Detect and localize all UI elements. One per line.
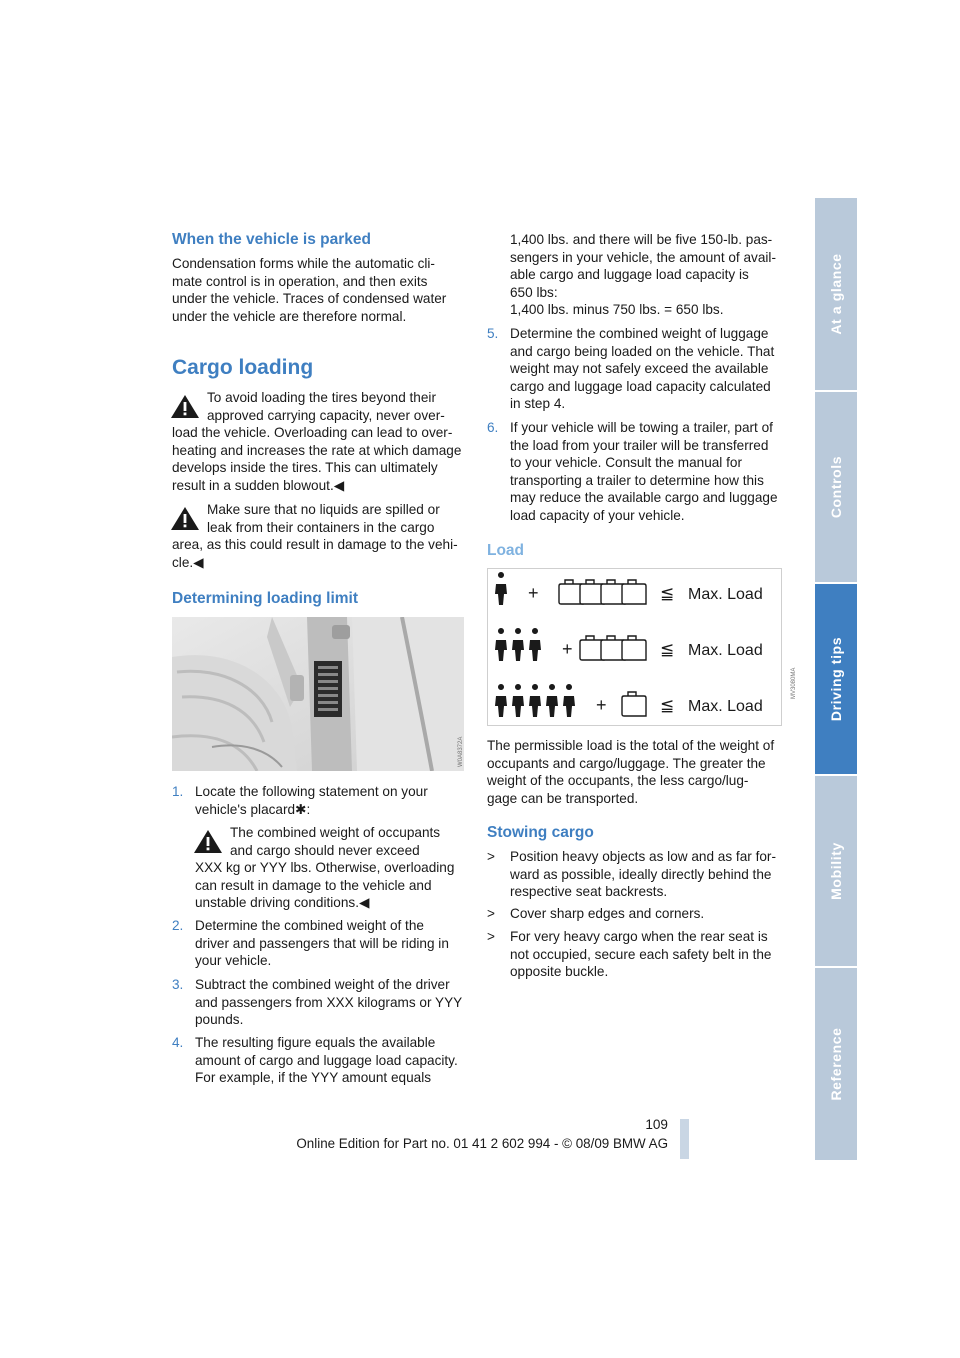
step-5: 5. Determine the combined weight of luggage and cargo being loaded on the vehicle. That weight may not safely exceed the available cargo and luggage load capacity calculated in step 4. — [487, 326, 775, 412]
person-icon — [529, 628, 541, 661]
side-tab-driving-tips[interactable]: Driving tips — [815, 584, 857, 774]
person-icon — [546, 684, 558, 717]
load-row — [495, 628, 763, 661]
step-2: 2. Determine the combined weight of the driver and passengers that will be riding in your vehicle. — [172, 918, 449, 969]
load-heading: Load — [487, 542, 525, 559]
less-equal-sign: ≦ — [660, 584, 675, 604]
page-number: 109 — [645, 1117, 668, 1132]
load-text: The permissible load is the total of the weight of occupants and cargo/luggage. The greater the weight of the occupants, the less cargo/lug- gage can be transported. — [487, 738, 775, 806]
side-tab-mobility[interactable]: Mobility — [815, 776, 857, 966]
luggage-icon — [622, 636, 646, 660]
stowing-item: > For very heavy cargo when the rear seat is not occupied, secure each safety belt in the opposite buckle. — [487, 929, 772, 980]
person-icon — [512, 684, 524, 717]
side-tab-controls[interactable]: Controls — [815, 392, 857, 582]
step-3: 3. Subtract the combined weight of the driver and passengers from XXX kilograms or YYY pounds. — [172, 977, 463, 1028]
parked-heading: When the vehicle is parked — [172, 231, 371, 248]
load-diagram — [487, 568, 797, 726]
max-load-label: Max. Load — [688, 586, 763, 603]
stowing-heading: Stowing cargo — [487, 824, 594, 841]
step-4: 4. The resulting figure equals the available amount of cargo and luggage load capacity. For example, if the YYY amount equals — [172, 1035, 458, 1086]
load-row — [495, 684, 763, 717]
vehicle-placard-image — [172, 617, 464, 771]
cargo-warning-2: Make sure that no liquids are spilled or leak from their containers in the cargo area, as this could result in damage to the vehi- cle.◀ — [172, 502, 458, 570]
limit-heading: Determining loading limit — [172, 590, 359, 607]
parked-text: Condensation forms while the automatic cli- mate control is in operation, and then exits under the vehicle. Traces of condensed water under the vehicle are therefore normal. — [172, 256, 447, 324]
person-icon — [529, 684, 541, 717]
person-icon — [512, 628, 524, 661]
side-tab-reference[interactable]: Reference — [815, 968, 857, 1160]
person-icon — [495, 572, 507, 605]
stowing-item: > Position heavy objects as low and as far for- ward as possible, ideally directly behind the respective seat backrests. — [487, 849, 776, 900]
load-row — [495, 572, 763, 605]
plus-sign: + — [528, 583, 539, 603]
page-marker-bar — [680, 1119, 689, 1159]
person-icon — [495, 628, 507, 661]
person-icon — [495, 684, 507, 717]
person-icon — [563, 684, 575, 717]
stowing-item: > Cover sharp edges and corners. — [487, 906, 705, 921]
step-6: 6. If your vehicle will be towing a trailer, part of the load from your trailer will be transferred to your vehicle. Consult the manual for transporting a trailer to determine how this may reduce the available cargo and luggage load capacity of your vehicle. — [487, 420, 778, 523]
load-rows — [488, 569, 781, 730]
step-4-continued: 1,400 lbs. and there will be five 150-lb. pas- sengers in your vehicle, the amount of avail- able cargo and luggage load capacity is 650 lbs: 1,400 lbs. minus 750 lbs. = 650 lbs. — [510, 232, 776, 318]
less-equal-sign: ≦ — [660, 696, 675, 716]
max-load-label: Max. Load — [688, 642, 763, 659]
cargo-warning-1: To avoid loading the tires beyond their approved carrying capacity, never over- load the vehicle. Overloading can lead to over- heating and increases the rate at which damage develops inside the tires. This can ultimately result in a sudden blowout.◀ — [172, 390, 462, 493]
step-1-warning: The combined weight of occupants and cargo should never exceed XXX kg or YYY lbs. Otherwise, overloading can result in damage to the vehicle and unstable driving conditions.◀ — [195, 825, 455, 911]
placard-photo — [172, 617, 464, 771]
luggage-icon — [622, 580, 646, 604]
step-1: 1. Locate the following statement on your vehicle's placard✱: — [172, 784, 428, 817]
cargo-heading: Cargo loading — [172, 356, 314, 379]
photo-code: W0A8372A — [458, 736, 464, 767]
diagram-code: MV3080MA — [791, 667, 797, 699]
less-equal-sign: ≦ — [660, 640, 675, 660]
plus-sign: + — [562, 639, 573, 659]
plus-sign: + — [596, 695, 607, 715]
side-tab-at-a-glance[interactable]: At a glance — [815, 198, 857, 390]
max-load-label: Max. Load — [688, 698, 763, 715]
luggage-icon — [622, 692, 646, 716]
load-diagram-svg — [488, 569, 781, 725]
footer-edition: Online Edition for Part no. 01 41 2 602 994 - © 08/09 BMW AG — [296, 1136, 668, 1151]
